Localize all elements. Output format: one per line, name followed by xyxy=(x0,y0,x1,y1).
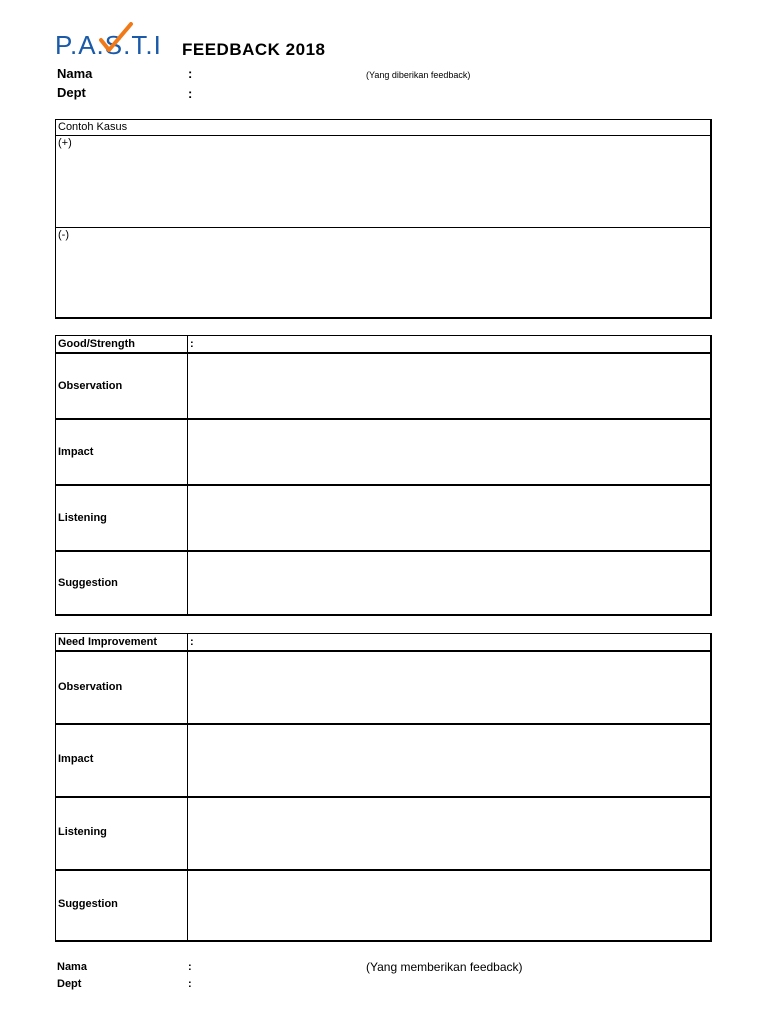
negative-label: (-) xyxy=(58,229,69,241)
page-title: FEEDBACK 2018 xyxy=(182,40,326,59)
nama-label: Nama xyxy=(57,66,93,81)
contoh-kasus-box xyxy=(55,119,712,319)
logo-text: P.A.S.T.I xyxy=(55,30,162,60)
dept-colon: : xyxy=(188,86,193,101)
need-improvement-colon: : xyxy=(190,636,194,648)
good-listening-label: Listening xyxy=(58,512,107,524)
divider xyxy=(56,352,710,354)
bottom-nama-label: Nama xyxy=(57,961,87,973)
dept-label: Dept xyxy=(57,85,86,100)
column-divider xyxy=(187,634,188,940)
good-strength-table xyxy=(55,335,712,616)
nama-note: (Yang diberikan feedback) xyxy=(366,70,471,80)
divider xyxy=(56,650,710,652)
nama-colon: : xyxy=(188,66,193,81)
need-observation-label: Observation xyxy=(58,681,123,693)
need-suggestion-label: Suggestion xyxy=(58,898,118,910)
good-strength-colon: : xyxy=(190,338,194,350)
need-improvement-table xyxy=(55,633,712,942)
bottom-dept-colon: : xyxy=(188,978,192,990)
contoh-kasus-title: Contoh Kasus xyxy=(58,121,128,133)
divider xyxy=(56,550,710,552)
good-impact-label: Impact xyxy=(58,446,94,458)
good-observation-label: Observation xyxy=(58,380,123,392)
divider xyxy=(56,796,710,798)
divider xyxy=(56,227,710,228)
column-divider xyxy=(187,336,188,614)
good-strength-title: Good/Strength xyxy=(58,338,135,350)
need-improvement-title: Need Improvement xyxy=(58,636,158,648)
bottom-nama-colon: : xyxy=(188,961,192,973)
divider xyxy=(56,135,710,136)
checkmark-icon xyxy=(95,22,135,52)
divider xyxy=(56,723,710,725)
divider xyxy=(56,484,710,486)
need-listening-label: Listening xyxy=(58,826,107,838)
divider xyxy=(56,418,710,420)
bottom-nama-note: (Yang memberikan feedback) xyxy=(366,960,523,974)
positive-label: (+) xyxy=(58,137,72,149)
bottom-dept-label: Dept xyxy=(57,978,82,990)
need-impact-label: Impact xyxy=(58,753,94,765)
divider xyxy=(56,869,710,871)
good-suggestion-label: Suggestion xyxy=(58,577,118,589)
